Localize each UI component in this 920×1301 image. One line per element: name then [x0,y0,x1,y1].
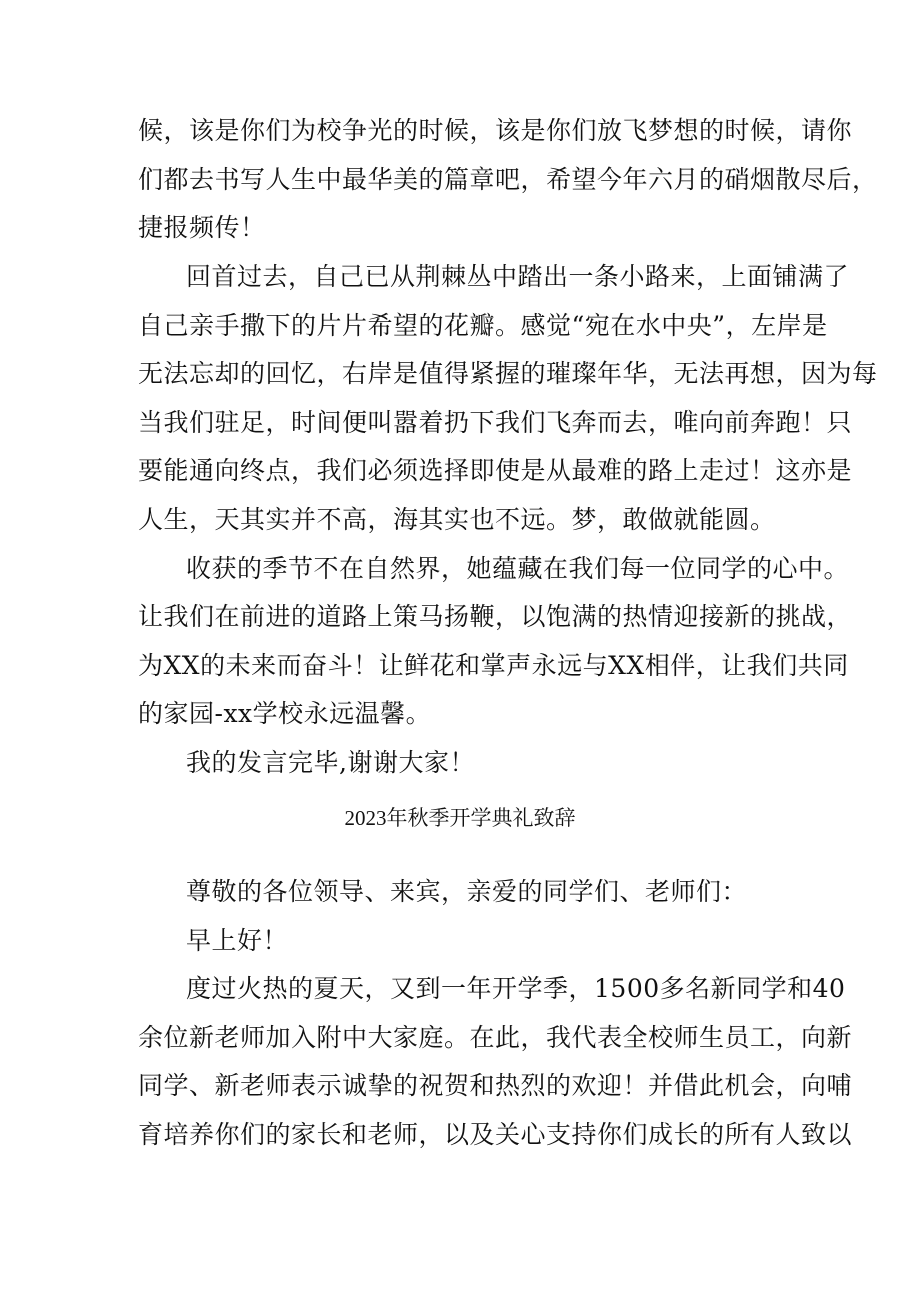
paragraph-1-line-2: 们都去书写人生中最华美的篇章吧，希望今年六月的硝烟散尽后， [138,165,878,194]
paragraph-3-line-2: 让我们在前进的道路上策马扬鞭，以饱满的热情迎接新的挑战， [138,602,853,631]
paragraph-3-line-1: 收获的季节不在自然界，她蕴藏在我们每一位同学的心中。 [186,554,850,583]
paragraph-2-line-5: 要能通向终点，我们必须选择即使是从最难的路上走过！这亦是 [138,456,853,485]
paragraph-3-line-3: 为XX的未来而奋斗！让鲜花和掌声永远与XX相伴，让我们共同 [138,651,849,680]
paragraph-2-line-3: 无法忘却的回忆，右岸是值得紧握的璀璨年华，无法再想，因为每 [138,359,878,388]
paragraph-2-line-4: 当我们驻足，时间便叫嚣着扔下我们飞奔而去，唯向前奔跑！只 [138,408,853,437]
paragraph-2-line-1: 回首过去，自己已从荆棘丛中踏出一条小路来，上面铺满了 [186,262,850,291]
paragraph-4-line-1: 度过火热的夏天，又到一年开学季，1500多名新同学和40 [186,974,846,1003]
paragraph-3-line-4: 的家园-xx学校永远温馨。 [138,699,432,728]
paragraph-2-line-6: 人生，天其实并不高，海其实也不远。梦，敢做就能圆。 [138,505,776,534]
paragraph-4-line-2: 余位新老师加入附中大家庭。在此，我代表全校师生员工，向新 [138,1023,853,1052]
paragraph-4-line-4: 育培养你们的家长和老师，以及关心支持你们成长的所有人致以 [138,1120,853,1149]
paragraph-1-line-1: 候，该是你们为校争光的时候，该是你们放飞梦想的时候，请你 [138,116,853,145]
speech-title: 2023年秋季开学典礼致辞 [344,806,576,830]
closing-remark: 我的发言完毕,谢谢大家！ [186,748,475,777]
paragraph-4-line-3: 同学、新老师表示诚挚的祝贺和热烈的欢迎！并借此机会，向哺 [138,1071,853,1100]
paragraph-1-line-3: 捷报频传！ [138,213,266,242]
salutation: 尊敬的各位领导、来宾，亲爱的同学们、老师们： [186,877,748,906]
paragraph-2-line-2: 自己亲手撒下的片片希望的花瓣。感觉“宛在水中央”，左岸是 [138,311,828,340]
greeting: 早上好！ [186,926,289,955]
